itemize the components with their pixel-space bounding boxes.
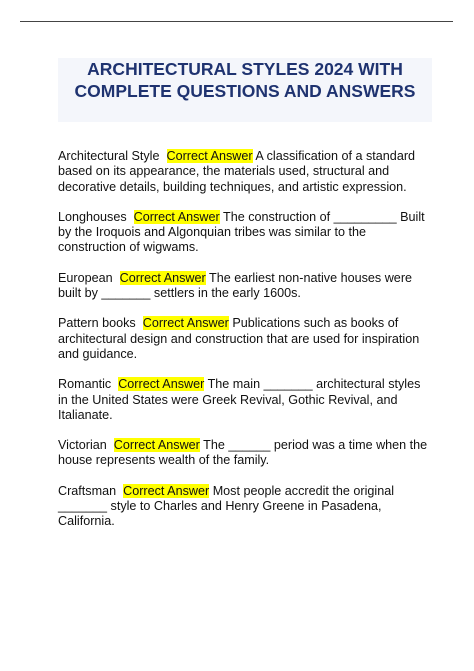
- qa-item: [58, 438, 433, 469]
- qa-answer: A classification of a standard based on its appearance, the materials used, structural and decorative details, building techniques, and artistic expression.: [58, 149, 416, 194]
- qa-item: [58, 377, 433, 423]
- correct-answer-label: Correct Answer: [142, 316, 229, 331]
- qa-answer: The earliest non-native houses were built by _______ settlers in the early 1600s.: [58, 270, 413, 301]
- correct-answer-label: Correct Answer: [113, 438, 200, 453]
- qa-term: Craftsman: [58, 483, 117, 498]
- qa-item: [58, 149, 433, 195]
- qa-term: Pattern books: [58, 316, 136, 331]
- qa-list: [58, 149, 433, 545]
- correct-answer-label: Correct Answer: [123, 483, 210, 498]
- correct-answer-label: Correct Answer: [119, 270, 206, 285]
- qa-term: Longhouses: [58, 209, 127, 224]
- qa-answer: The construction of _________ Built by the Iroquois and Algonquian tribes was similar to the construction of wigwams.: [58, 209, 425, 255]
- qa-answer: The ______ period was a time when the house represents wealth of the family.: [58, 438, 428, 468]
- document-title: ARCHITECTURAL STYLES 2024 WITH COMPLETE QUESTIONS AND ANSWERS: [74, 59, 416, 101]
- correct-answer-label: Correct Answer: [133, 209, 220, 224]
- qa-answer: The main _______ architectural styles in the United States were Greek Revival, Gothic Revival, and Italianate.: [58, 377, 421, 422]
- qa-item: [58, 271, 433, 302]
- qa-item: [58, 316, 433, 362]
- qa-answer: Publications such as books of architectural design and construction that are used for inspiration and guidance.: [58, 316, 420, 361]
- qa-answer: Most people accredit the original _______ style to Charles and Henry Greene in Pasadena, California.: [58, 483, 394, 529]
- qa-term: Victorian: [58, 438, 107, 453]
- qa-term: European: [58, 270, 113, 285]
- qa-item: [58, 484, 433, 530]
- qa-term: Romantic: [58, 377, 112, 392]
- header-rule: [20, 21, 453, 22]
- qa-term: Architectural Style: [58, 149, 160, 163]
- qa-item: [58, 210, 433, 256]
- correct-answer-label: Correct Answer: [118, 377, 205, 392]
- correct-answer-label: Correct Answer: [166, 149, 253, 163]
